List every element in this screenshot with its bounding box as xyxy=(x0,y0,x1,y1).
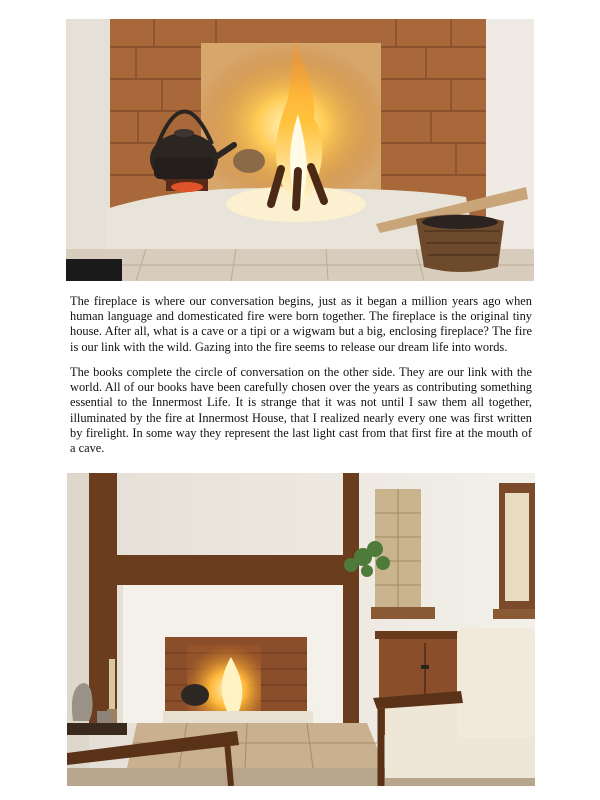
fireplace-closeup-photo xyxy=(66,19,534,281)
article-paragraph-2 xyxy=(70,365,532,456)
fireplace-closeup-illustration xyxy=(66,19,534,281)
paragraph-text: The books complete the circle of conversation on the other side. They are our link with the world. All of our books have been carefully chosen over the years as contributing something essential to the Innermost Life. It is strange that it was not until I saw them all together, illuminated by the fire at Innermost House, that I realized nearly every one was first written by firelight. In some way they represent the last light cast from that first fire at the mouth of a cave. xyxy=(70,365,532,456)
article-paragraph-1 xyxy=(70,294,532,355)
paragraph-text: The fireplace is where our conversation begins, just as it began a million years ago when human language and domesticated fire were born together. The fireplace is the original tiny house. After all, what is a cave or a tipi or a wigwam but a big, enclosing fireplace? The fire is our link with the wild. Gazing into the fire seems to release our dream life into words. xyxy=(70,294,532,354)
fireplace-room-illustration xyxy=(67,473,535,786)
fireplace-room-photo xyxy=(67,473,535,786)
